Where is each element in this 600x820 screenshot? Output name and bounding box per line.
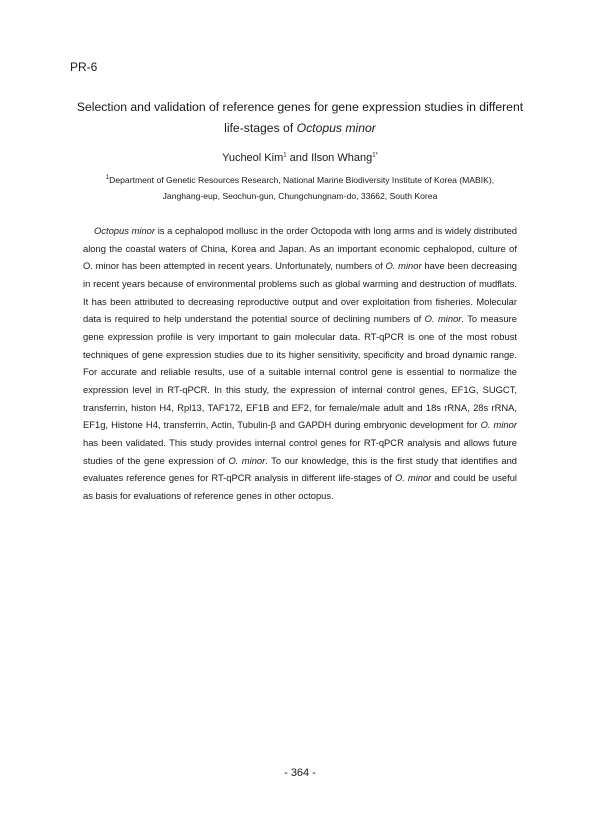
abstract-span-5: . To measure gene expression profile is very important to gain molecular data. RT-qPCR is one of the most robust techniques of gene expression studies due to its higher sensitivity, specificity and broad dynamic range. For accurate and reliable results, use of a suitable internal control gene is essential to normalize the expression level in RT-qPCR. In this study, the expression of internal control genes, EF1G, SUGCT, transferrin, histon H4, Rpl13, TAF172, EF1B and EF2, for female/male adult and 18s rRNA, 28s rRNA, EF1g, Histone H4, transferrin, Actin, Tubulin-β and GAPDH during embryonic development for — [83, 313, 517, 431]
abstract-span-7: has been validated. This study provides internal control genes for RT-qPCR analysis and allows future studies of the gene expression of — [83, 436, 517, 466]
abstract-span-10: O. minor — [394, 472, 432, 484]
abstract-span-4: O. minor — [424, 313, 462, 325]
abstract-span-3: have been decreasing in recent years because of environmental problems such as global warming and destruction of mudflats. It has been attributed to decreasing reproductive output and over exploitation from fisheries. Molecular data is required to help understand the potential source of declining numbers of — [83, 260, 517, 325]
author-1-affiliation-mark: 1 — [283, 152, 287, 159]
abstract-span-6: O. minor — [480, 419, 517, 431]
affiliation-line-2: Janghang-eup, Seochun-gun, Chungchungnam-do, 33662, South Korea — [162, 191, 438, 201]
author-conjunction: and — [286, 152, 312, 164]
abstract-span-9: . To our knowledge, this is the first study that identifies and evaluates reference genes for RT-qPCR analysis in different life-stages of — [83, 454, 517, 484]
author-list — [60, 152, 540, 164]
abstract-span-1: is a cephalopod mollusc in the order Octopoda with long arms and is widely distributed along the coastal waters of China, Korea and Japan. As an important economic cephalopod, culture of O. minor has been attempted in recent years. Unfortunately, numbers of — [83, 225, 517, 272]
affiliation-mark: 1 — [105, 175, 110, 182]
abstract-span-2: O. minor — [385, 260, 422, 272]
abstract-span-8: O. minor — [228, 454, 266, 466]
author-2-affiliation-mark: 1* — [372, 152, 378, 159]
abstract-text — [83, 222, 517, 505]
author-2: Ilson Whang — [311, 152, 373, 164]
page-number: - 364 - — [284, 767, 316, 779]
affiliation-line-1: Department of Genetic Resources Research, National Marine Biodiversity Institute of Korea (MABIK), — [109, 175, 495, 185]
title-species: Octopus minor — [296, 121, 376, 135]
paper-title — [60, 97, 540, 139]
abstract-span-11: and could be useful as basis for evaluations of reference genes in other octopus. — [83, 472, 518, 501]
affiliation — [60, 172, 540, 204]
title-line-1: Selection and validation of reference genes for gene expression studies in different — [76, 100, 524, 114]
page-code: PR-6 — [70, 60, 98, 74]
title-line-2: life-stages of — [224, 121, 297, 135]
abstract-span-0: Octopus minor — [94, 225, 156, 236]
author-1: Yucheol Kim — [222, 152, 284, 164]
